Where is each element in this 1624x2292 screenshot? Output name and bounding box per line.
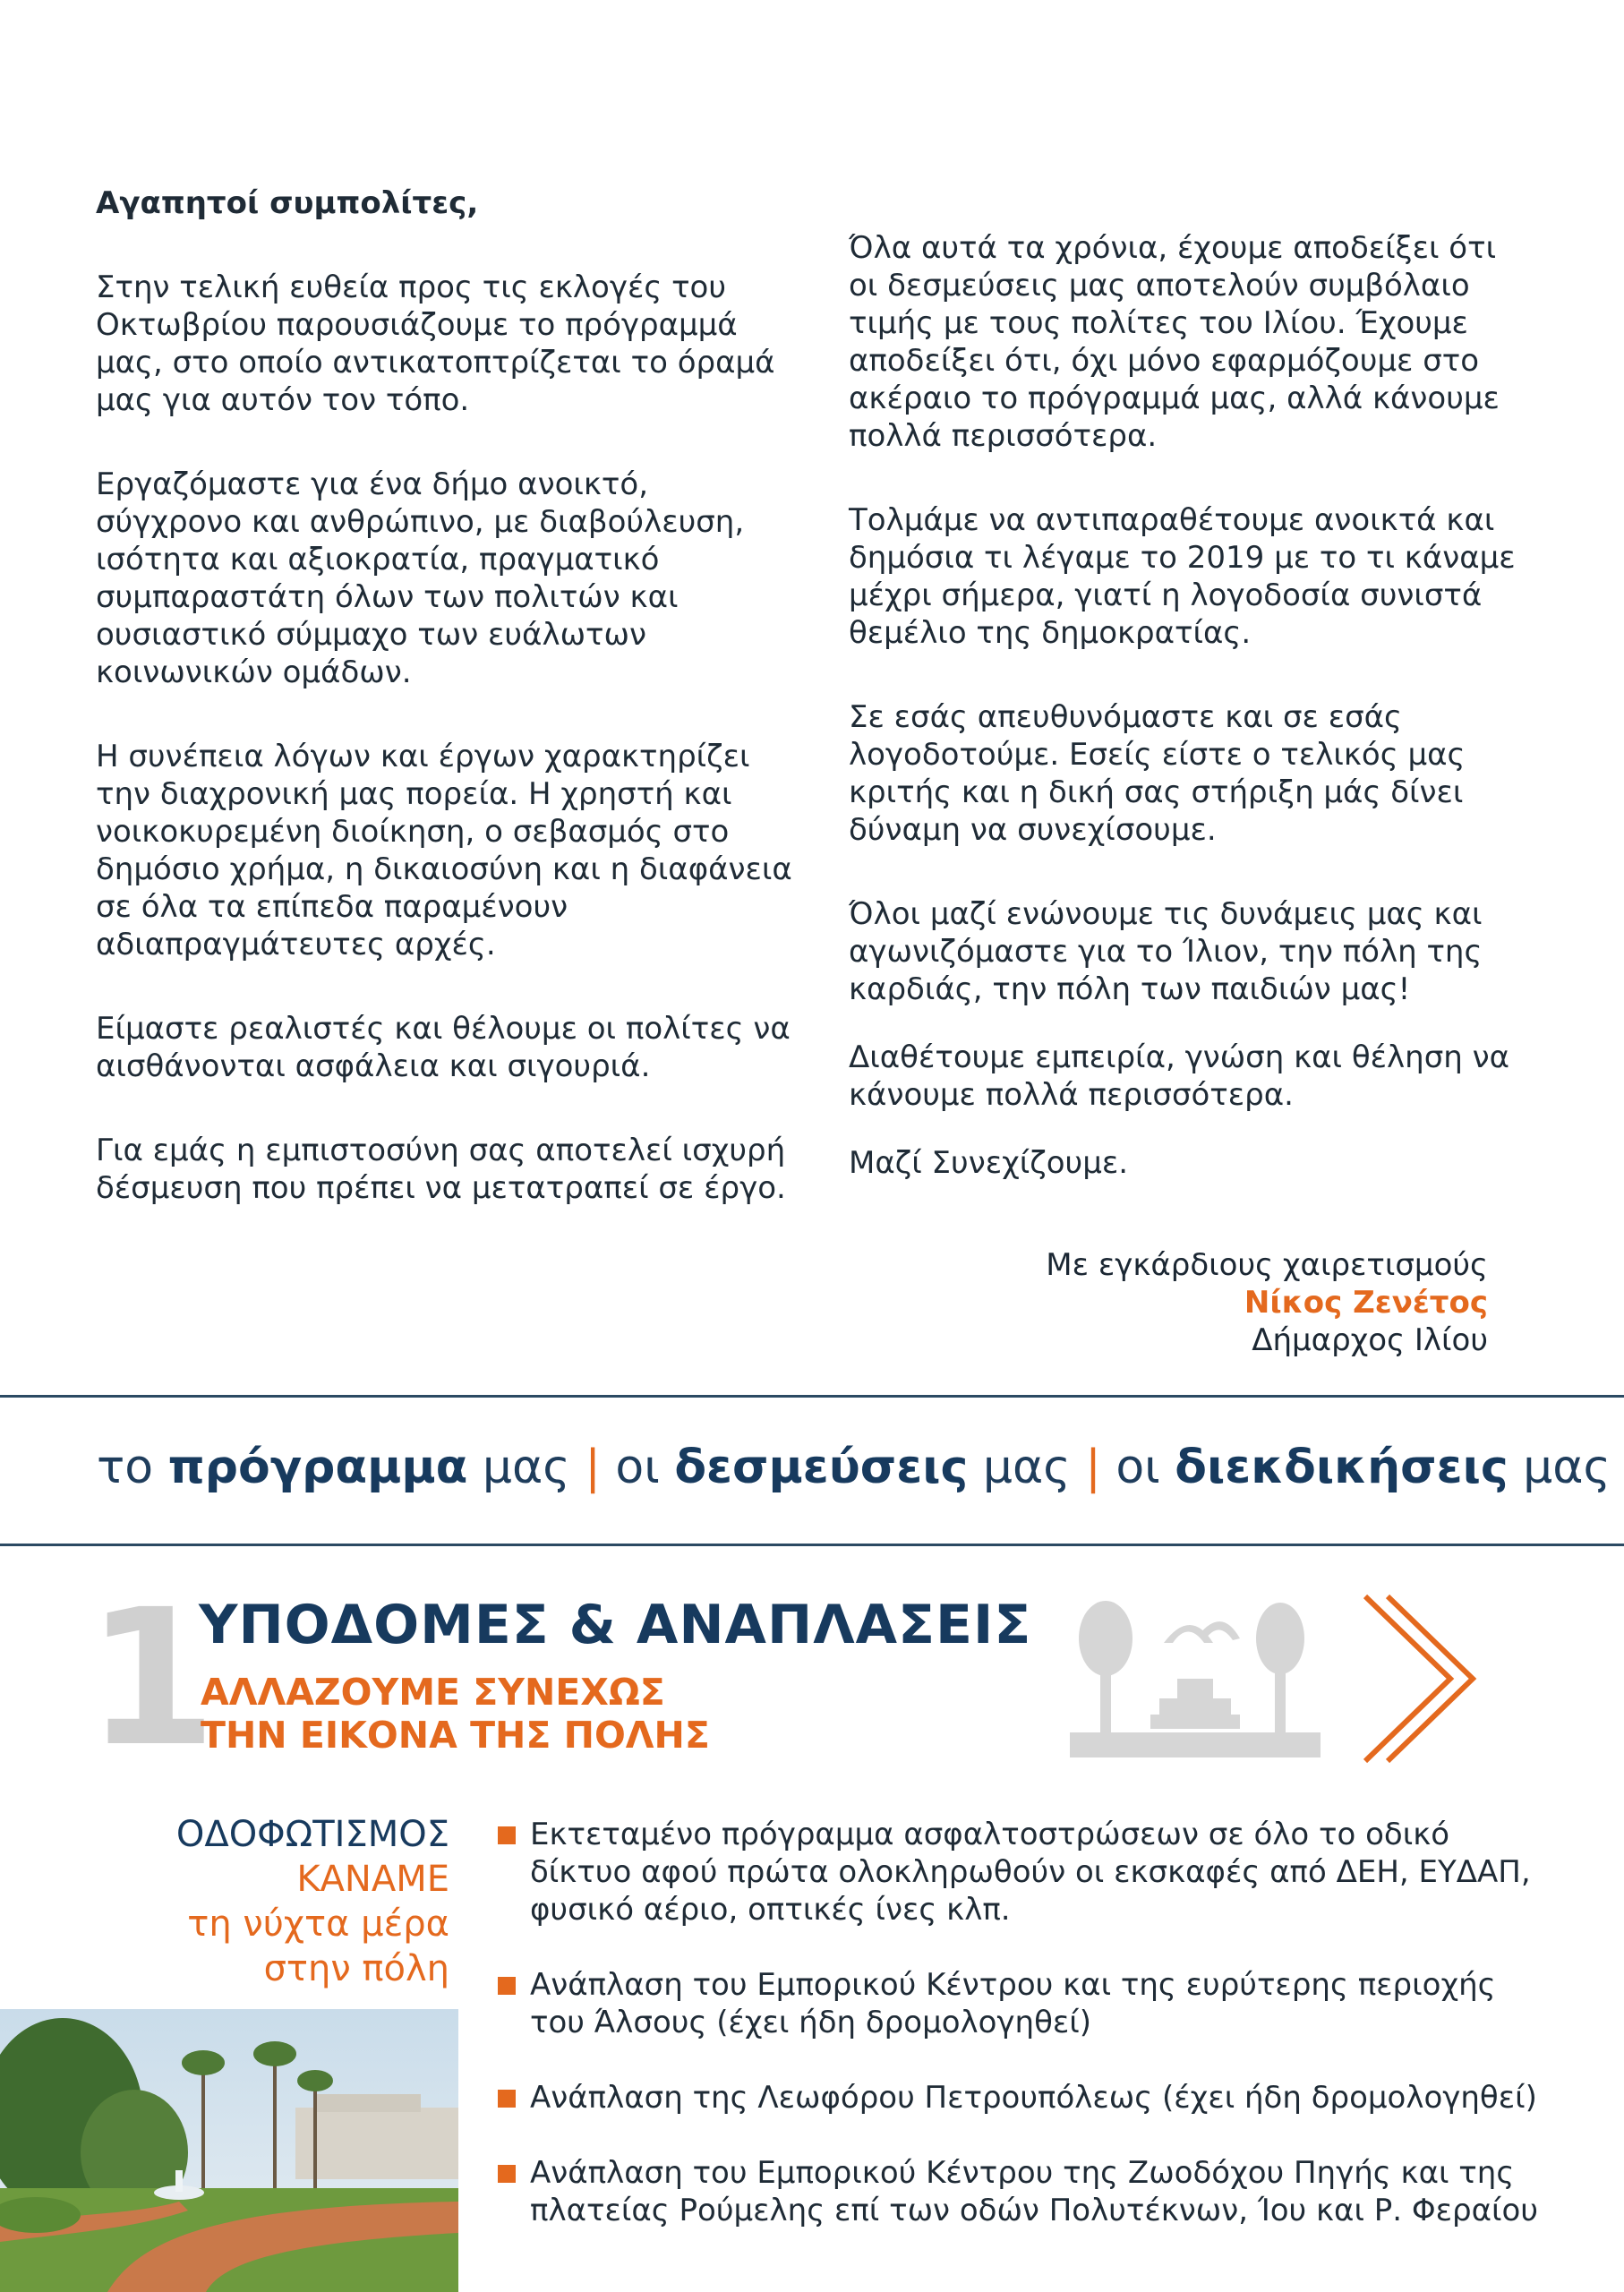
letter-paragraph: Τολμάμε να αντιπαραθέτουμε ανοικτά και δημόσια τι λέγαμε το 2019 με το τι κάναμε μέχρι σήμερα, γιατί η λογοδοσία συνιστά θεμέλιο της δημοκρατίας.	[849, 502, 1516, 651]
letter-paragraph: Όλα αυτά τα χρόνια, έχουμε αποδείξει ότι οι δεσμεύσεις μας αποτελούν συμβόλαιο τιμής με τους πολίτες του Ιλίου. Έχουμε αποδείξει ότι, όχι μόνο εφαρμόζουμε στο ακέραιο το πρόγραμμά μας, αλλά κάνουμε πολλά περισσότερα.	[849, 230, 1500, 454]
bullet-square-icon	[498, 1977, 516, 1995]
list-item-text: Ανάπλαση του Εμπορικού Κέντρου της Ζωοδόχου Πηγής και της πλατείας Ρούμελης επί των οδών Πολυτέκνων, Ίου και Ρ. Φεραίου	[530, 2155, 1539, 2228]
letter-paragraph: Μαζί Συνεχίζουμε.	[849, 1145, 1129, 1181]
letter-paragraph: Εργαζόμαστε για ένα δήμο ανοικτό, σύγχρονο και ανθρώπινο, με διαβούλευση, ισότητα και αξιοκρατία, πραγματικό συμπαραστάτη όλων των πολιτών και ουσιαστικό σύμμαχο των ευάλωτων κοινωνικών ομάδων.	[96, 466, 745, 690]
banner-text: μας	[1508, 1441, 1611, 1494]
banner-text: οι	[1100, 1441, 1175, 1494]
park-fountain-icon	[1070, 1589, 1535, 1768]
divider	[0, 1395, 1624, 1398]
banner-text: το	[97, 1441, 168, 1494]
list-item-text: Ανάπλαση της Λεωφόρου Πετρουπόλεως (έχει ήδη δρομολογηθεί)	[530, 2080, 1537, 2116]
commitments-list	[498, 1816, 1545, 2267]
signature-block	[1046, 1246, 1488, 1359]
divider	[0, 1544, 1624, 1546]
signer-title: Δήμαρχος Ιλίου	[1252, 1322, 1488, 1358]
banner-bold: διεκδικήσεις	[1175, 1441, 1509, 1494]
banner-bold: πρόγραμμα	[167, 1441, 468, 1494]
letter-paragraph: Όλοι μαζί ενώνουμε τις δυνάμεις μας και αγωνιζόμαστε για το Ίλιον, την πόλη της καρδιάς, την πόλη των παιδιών μας!	[849, 896, 1483, 1007]
section-title: ΥΠΟΔΟΜΕΣ & ΑΝΑΠΛΑΣΕΙΣ	[199, 1594, 1032, 1656]
caption-line: ΚΑΝΑΜΕ	[296, 1859, 449, 1900]
letter-paragraph: Είμαστε ρεαλιστές και θέλουμε οι πολίτες να αισθάνονται ασφάλεια και σιγουριά.	[96, 1011, 791, 1084]
letter-paragraph: Στην τελική ευθεία προς τις εκλογές του Οκτωβρίου παρουσιάζουμε το πρόγραμμά μας, στο οποίο αντικατοπτρίζεται το όραμά μας για αυτόν τον τόπο.	[96, 269, 775, 418]
letter-paragraph: Διαθέτουμε εμπειρία, γνώση και θέληση να κάνουμε πολλά περισσότερα.	[849, 1039, 1510, 1113]
letter-greeting: Αγαπητοί συμπολίτες,	[96, 185, 479, 221]
park-photo	[0, 2009, 458, 2292]
section-subtitle	[201, 1671, 710, 1757]
section-number: 1	[86, 1569, 218, 1788]
caption-line: στην πόλη	[263, 1948, 449, 1989]
section-subtitle-line: ΤΗΝ ΕΙΚΟΝΑ ΤΗΣ ΠΟΛΗΣ	[201, 1714, 710, 1757]
letter-left-column	[96, 184, 794, 1253]
list-item	[498, 2154, 1545, 2229]
letter-paragraph: Η συνέπεια λόγων και έργων χαρακτηρίζει την διαχρονική μας πορεία. Η χρηστή και νοικοκυρεμένη διοίκηση, ο σεβασμός στο δημόσιο χρήμα, η δικαιοσύνη και η διαφάνεια σε όλα τα επίπεδα παραμένουν αδιαπραγμάτευτες αρχές.	[96, 739, 792, 962]
list-item-text: Ανάπλαση του Εμπορικού Κέντρου και της ευρύτερης περιοχής του Άλσους (έχει ήδη δρομολογηθεί)	[530, 1967, 1496, 2040]
banner-separator: |	[585, 1441, 601, 1494]
banner-text: οι	[600, 1441, 675, 1494]
list-item	[498, 2079, 1545, 2117]
letter-right-column	[849, 229, 1529, 1228]
letter-paragraph: Για εμάς η εμπιστοσύνη σας αποτελεί ισχυρή δέσμευση που πρέπει να μετατραπεί σε έργο.	[96, 1133, 786, 1206]
list-item-text: Εκτεταμένο πρόγραμμα ασφαλτοστρώσεων σε όλο το οδικό δίκτυο αφού πρώτα ολοκληρωθούν οι εκσκαφές από ΔΕΗ, ΕΥΔΑΠ, φυσικό αέριο, οπτικές ίνες κλπ.	[530, 1817, 1531, 1928]
banner-text: μας	[968, 1441, 1086, 1494]
bullet-square-icon	[498, 2090, 516, 2108]
banner-separator: |	[1085, 1441, 1101, 1494]
signer-name: Νίκος Ζενέτος	[1244, 1285, 1488, 1321]
list-item	[498, 1816, 1545, 1929]
bullet-square-icon	[498, 2165, 516, 2183]
caption-line: τη νύχτα μέρα	[187, 1903, 449, 1945]
banner-text: μας	[467, 1441, 585, 1494]
caption-line: ΟΔΟΦΩΤΙΣΜΟΣ	[175, 1814, 449, 1855]
street-lighting-caption	[125, 1812, 449, 1991]
program-banner	[97, 1436, 1611, 1499]
list-item	[498, 1966, 1545, 2041]
letter-paragraph: Σε εσάς απευθυνόμαστε και σε εσάς λογοδοτούμε. Εσείς είστε ο τελικός μας κριτής και η δική σας στήριξη μάς δίνει δύναμη να συνεχίσουμε.	[849, 699, 1466, 848]
banner-bold: δεσμεύσεις	[674, 1441, 969, 1494]
section-subtitle-line: ΑΛΛΑΖΟΥΜΕ ΣΥΝΕΧΩΣ	[201, 1671, 665, 1714]
closing-text: Με εγκάρδιους χαιρετισμούς	[1046, 1247, 1488, 1283]
bullet-square-icon	[498, 1826, 516, 1844]
